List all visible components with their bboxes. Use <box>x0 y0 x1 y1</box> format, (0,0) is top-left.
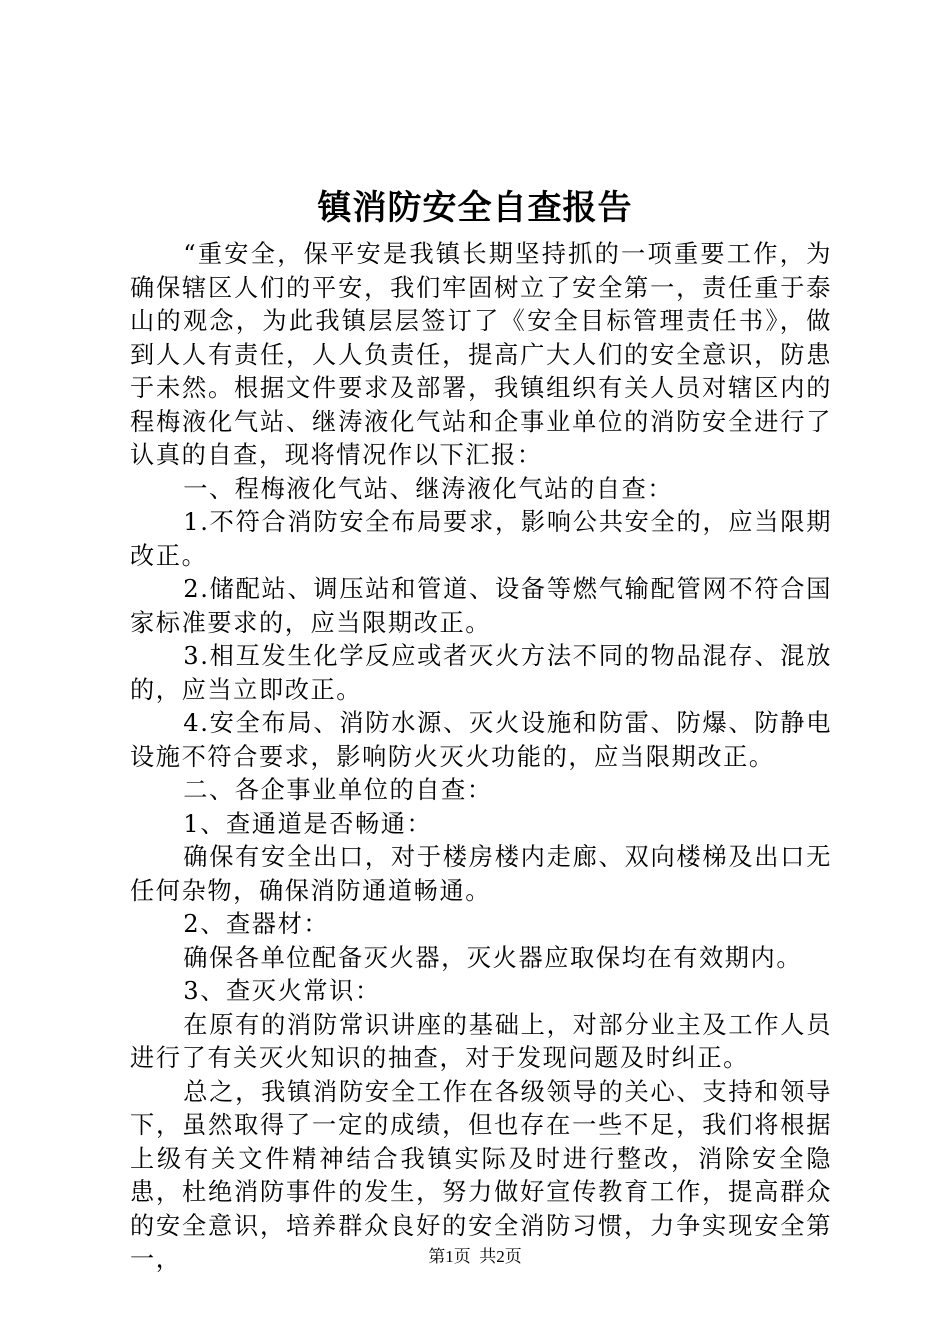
subheading: 1、查通道是否畅通： <box>183 809 433 838</box>
subheading: 3、查灭火常识： <box>183 977 381 1005</box>
intro-paragraph: “重安全，保平安是我镇长期坚持抓的一项重要工作，为确保辖区人们的平安，我们牢固树立了安全第一，责任重于泰山的观念，为此我镇层层签订了《安全目标管理责任书》，做到人人有责任，人人负责任，提高广大人们的安全意识，防患于未然。根据文件要求及部署，我镇组织有关人员对辖区内的程梅液化气站、继涛液化气站和企事业单位的消防安全进行了认真的自查，现将情况作以下汇报： <box>130 240 832 469</box>
page-total: 共2页 <box>479 1247 522 1266</box>
list-item: 3.相互发生化学反应或者灭火方法不同的物品混存、混放的，应当立即改正。 <box>130 642 832 704</box>
subheading: 2、查器材： <box>183 910 330 938</box>
body-paragraph: 确保各单位配备灭火器，灭火器应取保均在有效期内。 <box>183 943 803 972</box>
page-number: 第1页 <box>428 1247 471 1266</box>
section-heading-2: 二、各企事业单位的自查： <box>183 776 493 804</box>
list-item: 1.不符合消防安全布局要求，影响公共安全的，应当限期改正。 <box>130 508 832 570</box>
body-paragraph: 确保有安全出口，对于楼房楼内走廊、双向楼梯及出口无任何杂物，确保消防通道畅通。 <box>130 843 832 905</box>
list-item: 4.安全布局、消防水源、灭火设施和防雷、防爆、防静电设施不符合要求，影响防火灭火功能的，应当限期改正。 <box>130 709 832 771</box>
document-title: 镇消防安全自查报告 <box>317 188 633 228</box>
page-footer <box>0 1246 950 1268</box>
document-body <box>130 238 832 1277</box>
body-paragraph: 在原有的消防常识讲座的基础上，对部分业主及工作人员进行了有关灭火知识的抽查，对于发现问题及时纠正。 <box>130 1010 832 1072</box>
conclusion-paragraph: 总之，我镇消防安全工作在各级领导的关心、支持和领导下，虽然取得了一定的成绩，但也存在一些不足，我们将根据上级有关文件精神结合我镇实际及时进行整改，消除安全隐患，杜绝消防事件的发生，努力做好宣传教育工作，提高群众的安全意识，培养群众良好的安全消防习惯，力争实现安全第一， <box>130 1077 832 1273</box>
list-item: 2.储配站、调压站和管道、设备等燃气输配管网不符合国家标准要求的，应当限期改正。 <box>130 575 832 637</box>
section-heading-1: 一、程梅液化气站、继涛液化气站的自查： <box>183 474 674 503</box>
